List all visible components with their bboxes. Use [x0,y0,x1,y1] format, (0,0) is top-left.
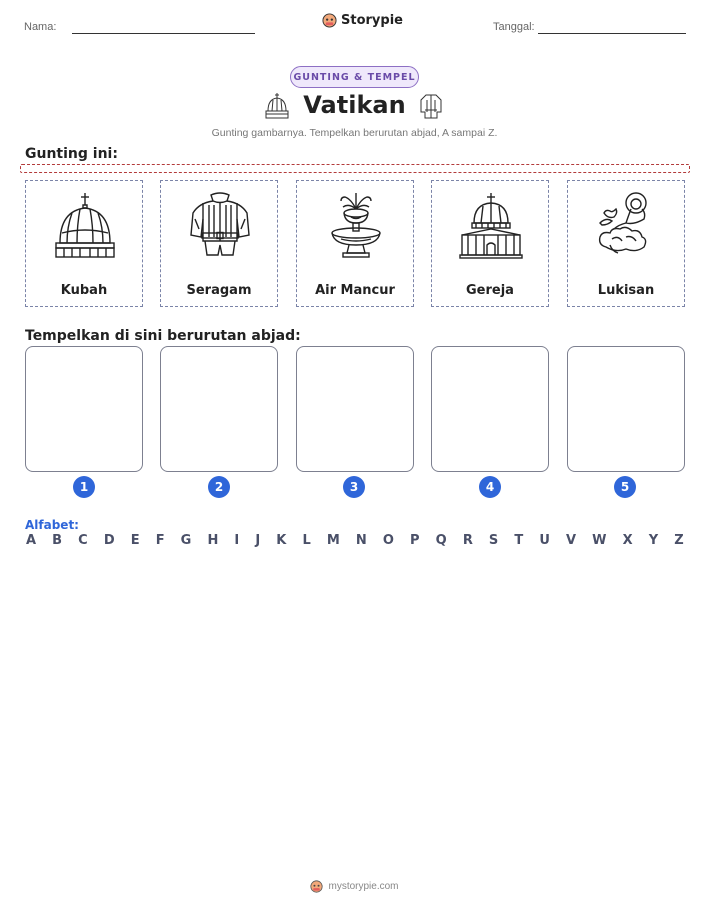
church-icon [456,189,526,261]
alphabet-letter: F [155,533,165,548]
alphabet-row [26,533,684,548]
slot-number-badge: 2 [208,476,230,498]
alphabet-letter: W [592,533,607,548]
paste-section-label: Tempelkan di sini berurutan abjad: [25,328,301,344]
cut-card-seragam[interactable] [160,180,278,307]
name-label: Nama: [24,21,57,33]
footer [0,880,709,893]
card-label: Air Mancur [315,283,395,298]
paste-box-2[interactable] [160,346,278,472]
slot-number-badge: 3 [343,476,365,498]
name-line[interactable] [72,33,255,34]
alphabet-letter: E [130,533,140,548]
fountain-icon [321,189,391,261]
slot-number-badge: 4 [479,476,501,498]
cut-card-lukisan[interactable] [567,180,685,307]
alphabet-letter: U [539,533,550,548]
storypie-mascot-icon [322,13,337,28]
card-label: Lukisan [597,283,655,298]
cut-card-kubah[interactable] [25,180,143,307]
alphabet-letter: T [514,533,524,548]
paste-box-4[interactable] [431,346,549,472]
alphabet-letter: A [26,533,37,548]
date-line[interactable] [538,33,686,34]
date-label: Tanggal: [493,21,535,33]
brand-logo [322,13,403,28]
alphabet-letter: B [52,533,63,548]
alphabet-letter: X [622,533,633,548]
cut-card-air-mancur[interactable] [296,180,414,307]
alphabet-label: Alfabet: [25,518,79,532]
card-label: Gereja [466,283,514,298]
painting-icon [592,189,662,261]
alphabet-letter: G [180,533,192,548]
alphabet-letter: P [410,533,420,548]
brand-name: Storypie [341,13,403,28]
footer-url[interactable]: mystorypie.com [328,881,399,892]
page-title: Vatikan [303,91,406,119]
alphabet-letter: R [462,533,473,548]
alphabet-letter: J [255,533,261,548]
paste-box-5[interactable] [567,346,685,472]
alphabet-letter: M [326,533,340,548]
alphabet-letter: Q [435,533,447,548]
slot-number-badge: 5 [614,476,636,498]
uniform-icon [417,92,445,120]
activity-badge: GUNTING & TEMPEL [290,66,419,88]
alphabet-letter: N [355,533,367,548]
storypie-mascot-icon [310,880,323,893]
card-label: Kubah [60,283,108,298]
instruction-text: Gunting gambarnya. Tempelkan berurutan abjad, A sampai Z. [211,127,498,139]
alphabet-letter: O [382,533,394,548]
alphabet-letter: C [78,533,88,548]
paste-box-1[interactable] [25,346,143,472]
slot-number-badge: 1 [73,476,95,498]
alphabet-letter: H [207,533,219,548]
dome-icon [50,189,120,261]
alphabet-letter: V [566,533,577,548]
cut-line[interactable] [20,164,690,173]
cut-card-gereja[interactable] [431,180,549,307]
card-label: Seragam [186,283,252,298]
alphabet-letter: S [488,533,499,548]
paste-box-3[interactable] [296,346,414,472]
alphabet-letter: D [103,533,115,548]
uniform-icon [185,189,255,261]
cut-section-label: Gunting ini: [25,146,118,162]
alphabet-letter: Z [674,533,684,548]
alphabet-letter: L [302,533,311,548]
alphabet-letter: K [276,533,287,548]
alphabet-letter: Y [648,533,659,548]
alphabet-letter: I [234,533,240,548]
